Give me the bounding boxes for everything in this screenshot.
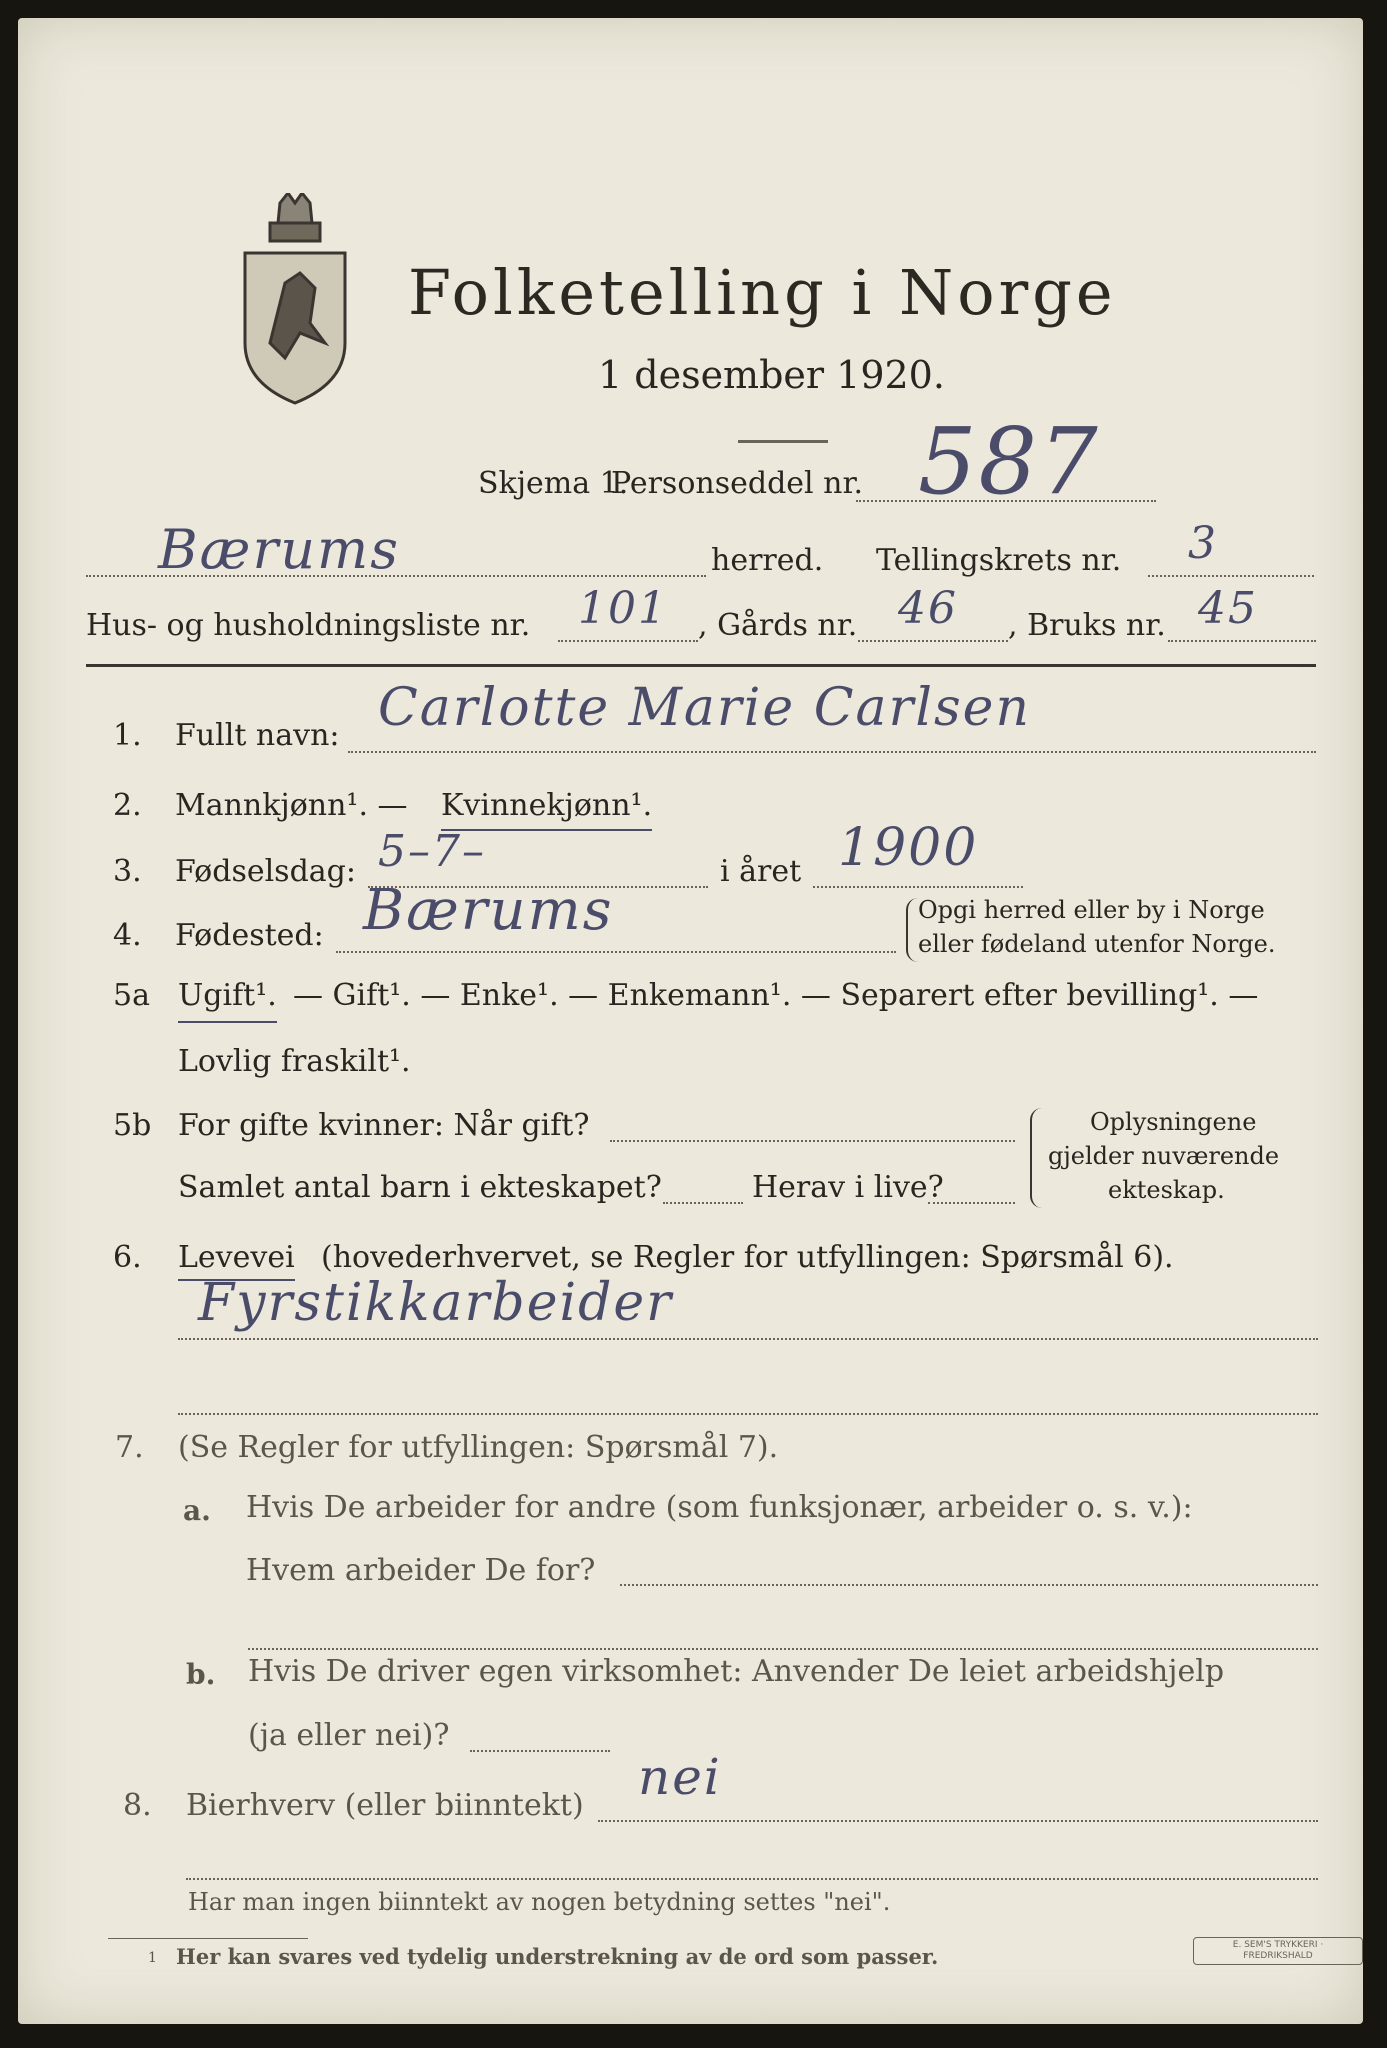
footnote-mark: 1 <box>148 1950 157 1966</box>
herred-label: herred. <box>711 543 824 578</box>
q4-label: Fødested: <box>175 918 324 953</box>
q5b-number: 5b <box>113 1108 152 1143</box>
q4-number: 4. <box>113 918 142 953</box>
schema-label: Skjema 1. <box>478 466 629 501</box>
male-option[interactable]: Mannkjønn¹. — <box>175 788 408 823</box>
q7-label: (Se Regler for utfyllingen: Spørsmål 7). <box>178 1430 779 1465</box>
census-form <box>18 18 1363 2024</box>
husliste-value[interactable]: 101 <box>578 583 668 634</box>
q6-label: (hovederhvervet, se Regler for utfyllingen: Spørsmål 6). <box>321 1240 1174 1275</box>
q6-number: 6. <box>113 1240 142 1275</box>
full-name-value[interactable]: Carlotte Marie Carlsen <box>378 678 1031 738</box>
census-date: 1 desember 1920. <box>598 353 945 397</box>
gards-label: , Gårds nr. <box>698 608 858 643</box>
tellingskrets-value[interactable]: 3 <box>1188 518 1218 569</box>
levevei-label: Levevei <box>178 1240 295 1281</box>
q1-number: 1. <box>113 718 142 753</box>
q3-number: 3. <box>113 854 142 889</box>
q5b-alive-label: Herav i live? <box>752 1170 944 1205</box>
birthdate-value[interactable]: 5–7– <box>378 826 486 877</box>
q5b-note-3: ekteskap. <box>1108 1176 1225 1204</box>
personseddel-label: Personseddel nr. <box>611 466 864 501</box>
q5b-note-2: gjelder nuværende <box>1048 1142 1280 1170</box>
q5b-children-label: Samlet antal barn i ekteskapet? <box>178 1170 662 1205</box>
year-label: i året <box>720 854 802 889</box>
q7b-line1: Hvis De driver egen virksomhet: Anvender De leiet arbeidshjelp <box>248 1654 1225 1689</box>
q3-label: Fødselsdag: <box>175 854 356 889</box>
footer-note: Har man ingen biinntekt av nogen betydning settes "nei". <box>188 1888 891 1916</box>
husliste-label: Hus- og husholdningsliste nr. <box>86 608 531 643</box>
q2-number: 2. <box>113 788 142 823</box>
ugift-option[interactable]: Ugift¹. <box>178 978 277 1023</box>
herred-value[interactable]: Bærums <box>158 518 400 581</box>
footnote-divider <box>108 1938 308 1939</box>
occupation-value[interactable]: Fyrstikkarbeider <box>198 1273 674 1333</box>
q7-number: 7. <box>115 1430 144 1465</box>
bruks-value[interactable]: 45 <box>1198 583 1258 634</box>
birth-year-value[interactable]: 1900 <box>838 818 979 878</box>
title-divider <box>738 440 828 443</box>
gards-value[interactable]: 46 <box>898 583 958 634</box>
q5a-number: 5a <box>113 978 150 1013</box>
q7b-letter: b. <box>186 1658 216 1691</box>
birthplace-value[interactable]: Bærums <box>363 878 614 943</box>
q7b-line2: (ja eller nei)? <box>248 1718 450 1753</box>
header-divider <box>86 664 1316 667</box>
printer-stamp: E. SEM'S TRYKKERI · FREDRIKSHALD <box>1193 1937 1363 1965</box>
q7a-letter: a. <box>183 1494 211 1527</box>
q5b-note-1: Oplysningene <box>1090 1108 1257 1136</box>
tellingskrets-label: Tellingskrets nr. <box>876 543 1122 578</box>
bruks-label: , Bruks nr. <box>1008 608 1166 643</box>
footnote-text: Her kan svares ved tydelig understrekning av de ord som passer. <box>176 1944 939 1969</box>
secondary-income-value[interactable]: nei <box>638 1748 722 1806</box>
q4-note-2: eller fødeland utenfor Norge. <box>918 930 1276 958</box>
coat-of-arms-icon <box>240 193 350 408</box>
q8-label: Bierhverv (eller biinntekt) <box>186 1788 584 1823</box>
form-title: Folketelling i Norge <box>408 256 1117 329</box>
q7a-line2: Hvem arbeider De for? <box>246 1553 596 1588</box>
marital-options[interactable]: — Gift¹. — Enke¹. — Enkemann¹. — Separert efter bevilling¹. — <box>293 978 1259 1013</box>
q7a-line1: Hvis De arbeider for andre (som funksjonær, arbeider o. s. v.): <box>246 1490 1193 1525</box>
q4-note-1: Opgi herred eller by i Norge <box>918 896 1265 924</box>
q1-label: Fullt navn: <box>175 718 340 753</box>
q5b-label: For gifte kvinner: Når gift? <box>178 1108 590 1143</box>
lovlig-fraskilt-option[interactable]: Lovlig fraskilt¹. <box>178 1044 411 1079</box>
q8-number: 8. <box>123 1788 152 1823</box>
personseddel-number[interactable]: 587 <box>918 408 1100 515</box>
female-option[interactable]: Kvinnekjønn¹. <box>441 788 652 831</box>
